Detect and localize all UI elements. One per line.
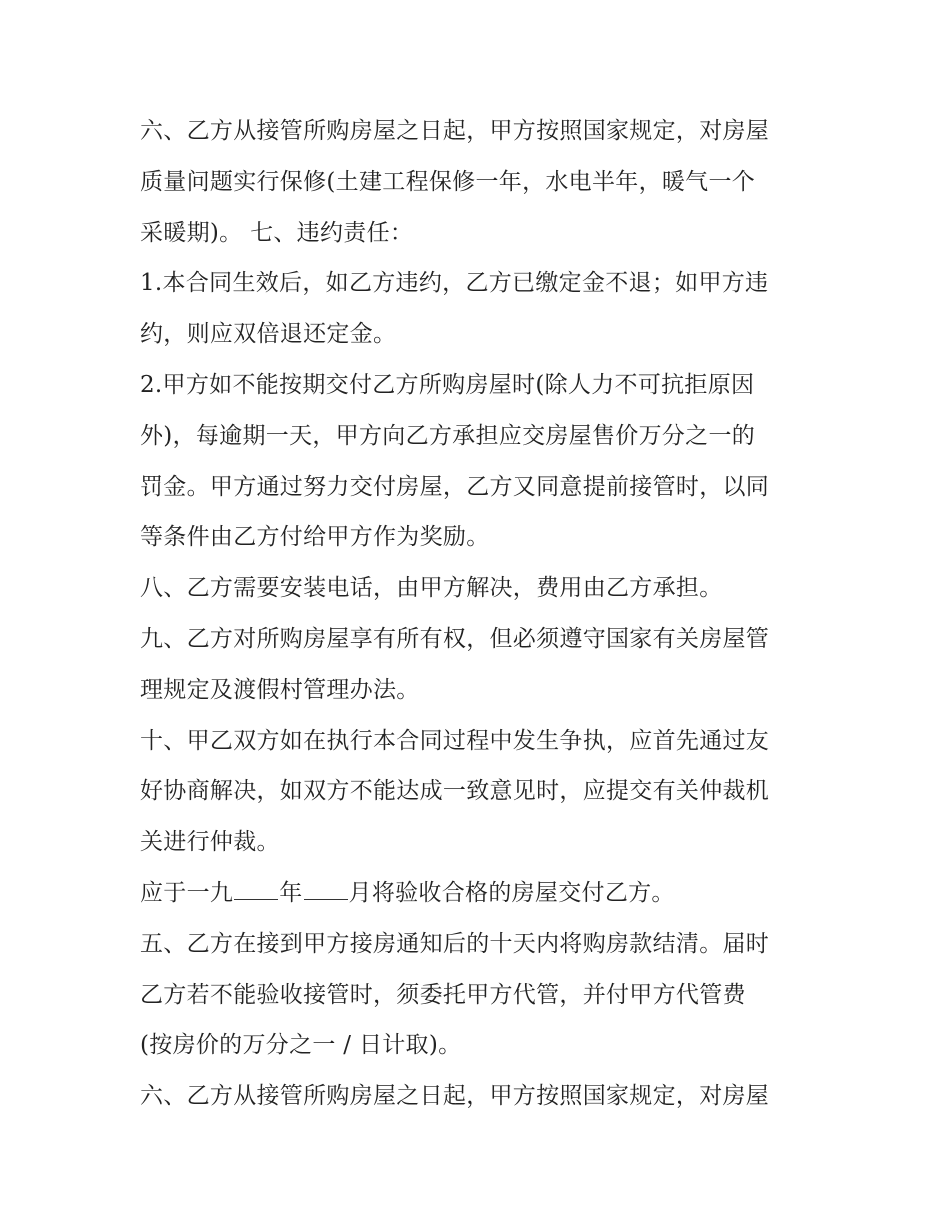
text-line: 罚金。甲方通过努力交付房屋，乙方又同意提前接管时，以同: [140, 473, 770, 500]
text-line: 五、乙方在接到甲方接房通知后的十天内将购房款结清。届时: [140, 930, 770, 957]
month-blank: [304, 879, 348, 900]
text-line: 六、乙方从接管所购房屋之日起，甲方按照国家规定，对房屋: [140, 1083, 770, 1110]
delivery-text-start: 应于一九: [140, 879, 234, 906]
text-line: 九、乙方对所购房屋享有所有权，但必须遵守国家有关房屋管: [140, 625, 770, 652]
delivery-text-end: 月将验收合格的房屋交付乙方。: [348, 879, 675, 906]
text-line: 外)，每逾期一天，甲方向乙方承担应交房屋售价万分之一的: [140, 422, 756, 449]
text-line: 好协商解决，如双方不能达成一致意见时，应提交有关仲裁机: [140, 778, 770, 805]
text-line: 采暖期)。 七、违约责任：: [140, 219, 414, 246]
text-line: 理规定及渡假村管理办法。: [140, 676, 420, 703]
text-line: 1.本合同生效后，如乙方违约，乙方已缴定金不退；如甲方违: [140, 270, 769, 297]
year-blank: [234, 879, 278, 900]
text-line: 质量问题实行保修(土建工程保修一年，水电半年，暖气一个: [140, 168, 756, 195]
text-line: 2.甲方如不能按期交付乙方所购房屋时(除人力不可抗拒原因: [140, 371, 755, 398]
text-line: 十、甲乙双方如在执行本合同过程中发生争执，应首先通过友: [140, 727, 770, 754]
document-body: [140, 106, 830, 1122]
text-line: 等条件由乙方付给甲方作为奖励。: [140, 524, 490, 551]
delivery-date-line: [140, 868, 830, 919]
text-line: 六、乙方从接管所购房屋之日起，甲方按照国家规定，对房屋: [140, 118, 770, 144]
text-line: 约，则应双倍退还定金。: [140, 321, 397, 348]
text-line: 乙方若不能验收接管时，须委托甲方代管，并付甲方代管费: [140, 981, 746, 1008]
delivery-text-year: 年: [279, 879, 303, 906]
text-line: 关进行仲裁。: [140, 829, 280, 856]
text-line: 八、乙方需要安装电话，由甲方解决，费用由乙方承担。: [140, 575, 723, 602]
text-line: (按房价的万分之一 / 日计取)。: [140, 1032, 462, 1059]
